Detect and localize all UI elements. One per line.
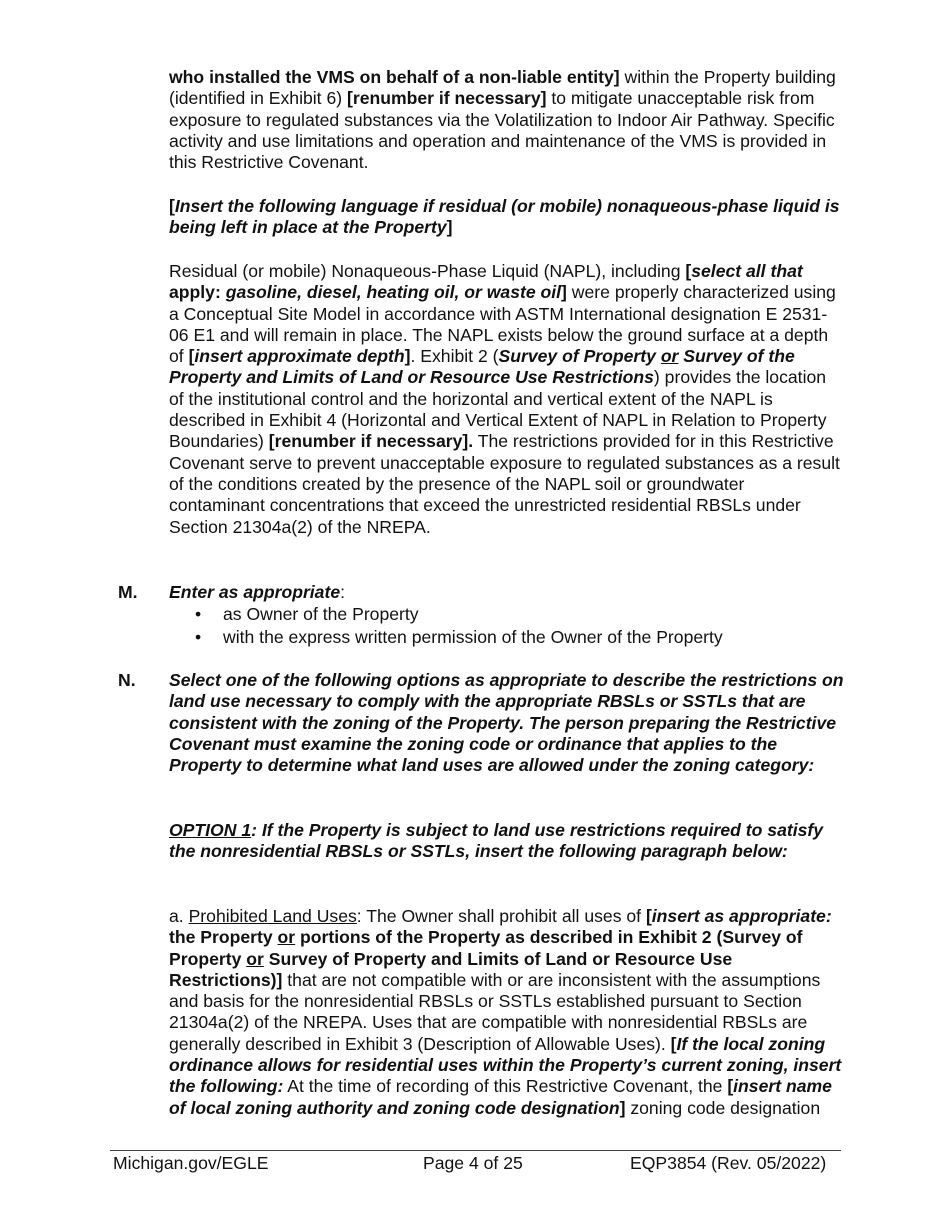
paragraph-vms xyxy=(169,67,844,173)
text-run: within the Property building (identified in Exhibit 6) xyxy=(169,67,836,109)
section-letter-n: N. xyxy=(118,670,136,690)
or-underlined: or xyxy=(660,346,679,367)
text-run: At the time of recording of this Restrictive Covenant, the xyxy=(283,1076,728,1097)
text-run: a. xyxy=(169,906,189,926)
bracket: [ xyxy=(188,346,195,367)
list-item-text: as Owner of the Property xyxy=(223,604,419,624)
paragraph-prohibited-uses xyxy=(169,906,844,1119)
bracket: [ xyxy=(670,1033,677,1054)
instruction-text: Insert the following language if residual (or mobile) nonaqueous-phase liquid is being left in place at the Property xyxy=(169,196,840,238)
instruction-text: Survey of the Property and Limits of Land or Resource Use Restrictions xyxy=(169,346,795,388)
list-item-text: with the express written permission of the Owner of the Property xyxy=(223,627,723,647)
list-item xyxy=(195,603,835,626)
napl-instruction xyxy=(169,196,844,239)
footer-website: Michigan.gov/EGLE xyxy=(113,1153,269,1173)
instruction-text: gasoline, diesel, heating oil, or waste oil xyxy=(225,282,562,303)
or-underlined: or xyxy=(246,948,264,969)
text-run: : The Owner shall prohibit all uses of xyxy=(356,906,646,926)
text-run: to mitigate unacceptable risk from exposure to regulated substances via the Volatilization to Indoor Air Pathway. Specific activity and use limitations and operation and maintenance of the VMS is provided in this Restrictive Covenant. xyxy=(169,88,835,173)
bracket: [ xyxy=(645,906,652,926)
text-run: were properly characterized using a Conceptual Site Model in accordance with ASTM International designation E 2531-06 E1 and will remain in place. The NAPL exists below the ground surface at a depth of xyxy=(169,282,836,367)
instruction-text: insert as appropriate: xyxy=(651,906,832,926)
footer-divider xyxy=(110,1150,841,1151)
text-run: apply: xyxy=(169,282,226,303)
option-label: OPTION 1 xyxy=(169,820,252,840)
instruction-text: Survey of Property xyxy=(498,346,661,367)
bold-text: portions of the Property as described in Exhibit 2 (Survey of Property xyxy=(169,927,803,969)
list-item xyxy=(195,626,835,649)
renumber-note: [renumber if necessary] xyxy=(346,88,547,109)
bold-text: the Property xyxy=(169,927,278,948)
bracket: ] xyxy=(446,217,453,238)
instruction-text: : If the Property is subject to land use restrictions required to satisfy the nonresidential RBSLs or SSTLs, insert the following paragraph below: xyxy=(169,820,824,862)
section-m-list xyxy=(195,603,835,649)
bracket: ] xyxy=(561,282,567,303)
bold-text: Survey of Property and Limits of Land or Resource Use Restrictions)] xyxy=(169,948,733,990)
bracket: [ xyxy=(169,196,175,216)
section-m-heading xyxy=(169,582,844,603)
option-1-paragraph xyxy=(169,820,844,863)
text-run: The restrictions provided for in this Restrictive Covenant serve to prevent unacceptable exposure to regulated substances as a result of the conditions created by the presence of the NAPL soil or groundwater contaminant concentrations that exceed the unrestricted residential RBSLs under Section 21304a(2) of the NREPA. xyxy=(169,431,840,537)
prohibited-uses-title: Prohibited Land Uses xyxy=(188,906,357,926)
text-run: . Exhibit 2 ( xyxy=(410,346,499,367)
instruction-text: Enter as appropriate xyxy=(169,582,341,602)
footer-page-number: Page 4 of 25 xyxy=(423,1153,523,1173)
bracket: ] xyxy=(619,1097,626,1118)
text-run: ) provides the location of the institutional control and the horizontal and vertical extent of the NAPL is described in Exhibit 4 (Horizontal and Vertical Extent of NAPL in Relation to Property Boundaries) xyxy=(169,367,827,452)
paragraph-napl xyxy=(169,261,844,538)
footer-form-id: EQP3854 (Rev. 05/2022) xyxy=(630,1153,827,1173)
text-run: Residual (or mobile) Nonaqueous-Phase Liquid (NAPL), including xyxy=(169,261,686,281)
bracket: [ xyxy=(685,261,692,281)
or-underlined: or xyxy=(277,927,296,948)
vms-installer-bold: who installed the VMS on behalf of a non-liable entity] xyxy=(169,67,620,87)
instruction-text: insert approximate depth xyxy=(194,346,405,367)
section-n-text: Select one of the following options as appropriate to describe the restrictions on land use necessary to comply with the appropriate RBSLs or SSTLs that are consistent with the zoning of the Property. The person preparing the Restrictive Covenant must examine the zoning code or ordinance that applies to the Property to determine what land uses are allowed under the zoning category: xyxy=(169,670,844,776)
bullet-icon: • xyxy=(195,604,202,624)
bracket: [ xyxy=(727,1076,734,1097)
instruction-text: select all that xyxy=(691,261,803,281)
section-letter-m: M. xyxy=(118,582,138,602)
text-run: zoning code designation xyxy=(625,1097,821,1118)
text-run: that are not compatible with or are inconsistent with the assumptions and basis for the nonresidential RBSLs or SSTLs established pursuant to Section 21304a(2) of the NREPA. Uses that are compatible with nonresidential RBSLs are generally described in Exhibit 3 (Description of Allowable Uses). xyxy=(169,969,821,1054)
renumber-note: [renumber if necessary]. xyxy=(268,431,474,452)
bullet-icon: • xyxy=(195,627,202,647)
text-run: : xyxy=(340,582,345,602)
bracket: ] xyxy=(404,346,411,367)
instruction-text: insert name of local zoning authority and zoning code designation xyxy=(169,1076,832,1118)
instruction-text: If the local zoning ordinance allows for residential uses within the Property’s current zoning, insert the following: xyxy=(169,1033,842,1097)
